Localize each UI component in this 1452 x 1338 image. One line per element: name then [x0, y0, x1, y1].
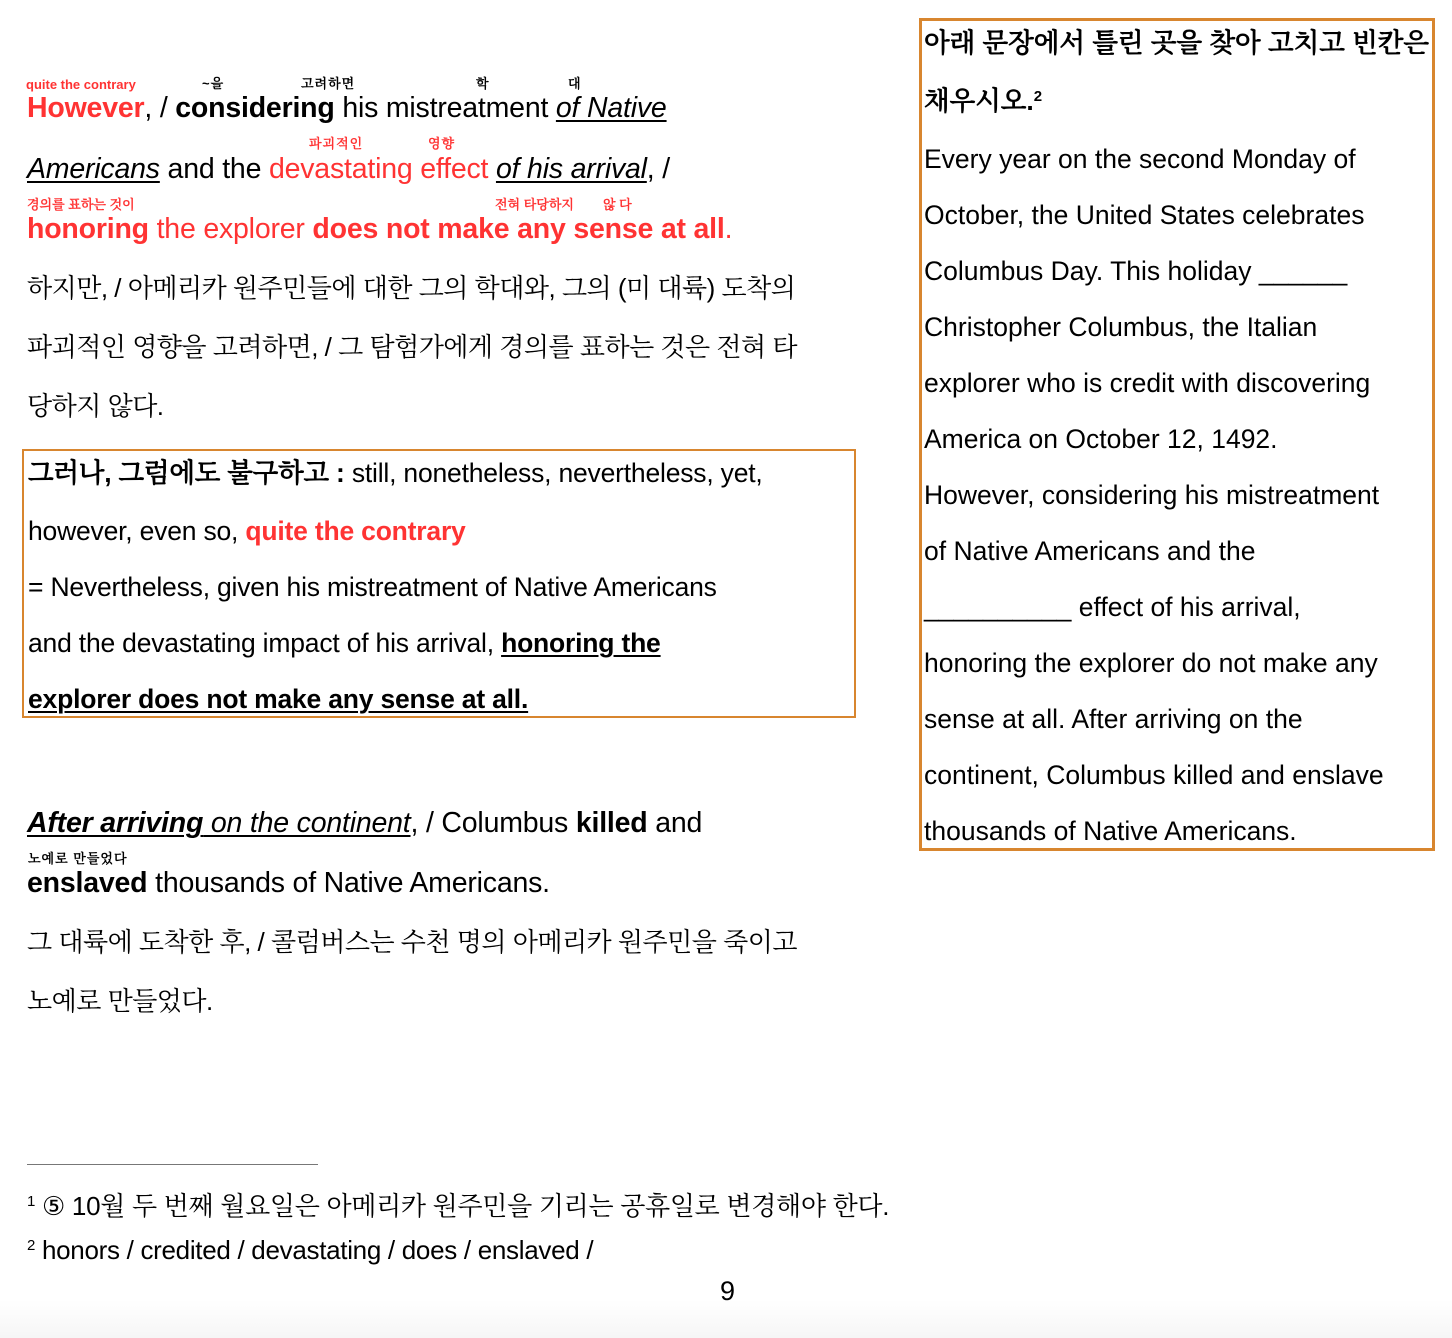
text-the-explorer: the explorer [148, 213, 313, 245]
gloss-pagoejeogin: 파괴적인 [309, 136, 364, 151]
exercise-line: America on October 12, 1492. [924, 424, 1278, 454]
note-synonyms: still, nonetheless, nevertheless, yet, [344, 458, 763, 488]
exercise-title-line-1: 아래 문장에서 틀린 곳을 찾아 고치고 빈칸은 [924, 28, 1429, 58]
footnote-2-number: 2 [27, 1237, 36, 1254]
gloss-hak: 학 [476, 76, 490, 91]
text-and-the: and the [159, 153, 269, 185]
exercise-line: thousands of Native Americans. [924, 816, 1297, 846]
exercise-line-blank-2: __________ effect of his arrival, [924, 592, 1301, 622]
translation-line: 하지만, / 아메리카 원주민들에 대한 그의 학대와, 그의 (미 대륙) 도착의 [27, 273, 796, 303]
gloss-yeonghyang: 영향 [428, 136, 456, 151]
note-line-3: = Nevertheless, given his mistreatment of Native Americans [28, 572, 717, 602]
word-killed: killed [575, 807, 648, 839]
phrase-of-his-arrival: of his arrival [495, 153, 647, 185]
gloss-goryeohamyeon: 고려하면 [301, 76, 356, 91]
synonym-note-box [22, 449, 856, 718]
exercise-line: honoring the explorer do not make any [924, 648, 1378, 678]
translation-line: 당하지 않다. [27, 391, 164, 421]
exercise-line: continent, Columbus killed and enslave [924, 760, 1384, 790]
separator: , / [646, 153, 670, 185]
phrase-on-the-continent: on the continent [203, 807, 411, 839]
note-paraphrase-bold: honoring the [501, 628, 661, 658]
gloss-anh-da: 않 다 [603, 197, 632, 212]
word-honoring: honoring [27, 213, 149, 245]
sentence1-line3 [27, 212, 732, 246]
sentence2-line2 [27, 866, 550, 900]
text-columbus: , / Columbus [410, 807, 576, 839]
exercise-line-blank-1: Columbus Day. This holiday ______ [924, 256, 1348, 286]
sentence1-line2 [27, 152, 670, 186]
phrase-after-arriving: After arriving [27, 807, 204, 839]
phrase-devastating-effect: devastating effect [268, 153, 489, 185]
footnote-2 [27, 1234, 593, 1266]
exercise-line: explorer who is credit with discovering [924, 368, 1371, 398]
text-thousands: thousands of Native Americans. [147, 867, 550, 899]
page-number: 9 [720, 1276, 736, 1306]
word-make: make [429, 213, 518, 245]
footnote-1-text: ⑤ 10월 두 번째 월요일은 아메리카 원주민을 기리는 공휴일로 변경해야 한다. [35, 1191, 890, 1221]
exercise-title-text: 채우시오. [924, 86, 1034, 116]
note-paraphrase: and the devastating impact of his arrival, [28, 628, 502, 658]
phrase-any-sense-at-all: any sense at all [517, 213, 725, 245]
gloss-jeonhyeo-tadanghaji: 전혀 타당하지 [495, 197, 574, 212]
sentence2-line1 [27, 806, 702, 840]
gloss-noyero-mandeureotda: 노예로 만들었다 [28, 851, 128, 866]
note-line-5: explorer does not make any sense at all. [28, 684, 529, 714]
note-line-2 [28, 515, 466, 547]
gloss-gyeongui: 경의를 표하는 것이 [27, 197, 135, 212]
word-however: However [27, 92, 145, 124]
text-and: and [647, 807, 703, 839]
word-enslaved: enslaved [27, 867, 148, 899]
word-considering: considering [175, 92, 335, 124]
footnote-divider [27, 1164, 318, 1165]
exercise-line: of Native Americans and the [924, 536, 1256, 566]
phrase-does-not: does not [312, 213, 430, 245]
gloss-quite-the-contrary: quite the contrary [26, 77, 136, 92]
note-quite-the-contrary: quite the contrary [245, 516, 466, 546]
note-korean-heading: 그러나, 그럼에도 불구하고 : [28, 458, 345, 488]
exercise-line: Christopher Columbus, the Italian [924, 312, 1318, 342]
sentence1-line1 [27, 91, 667, 125]
footnote-2-text: honors / credited / devastating / does / enslaved / [35, 1235, 594, 1265]
footnote-1 [27, 1190, 889, 1222]
translation-line: 노예로 만들었다. [27, 986, 213, 1016]
gloss-eul: ~을 [202, 76, 225, 91]
exercise-line: October, the United States celebrates [924, 200, 1365, 230]
period: . [724, 213, 733, 245]
note-line-1 [28, 457, 763, 489]
translation-line: 그 대륙에 도착한 후, / 콜럼버스는 수천 명의 아메리카 원주민을 죽이고 [27, 927, 797, 957]
exercise-line: Every year on the second Monday of [924, 144, 1356, 174]
phrase-of-native: of Native [555, 92, 667, 124]
separator: , / [144, 92, 176, 124]
space [488, 153, 496, 185]
text-mistreatment: his mistreatment [334, 92, 556, 124]
footnote-ref[interactable]: 2 [1033, 88, 1043, 105]
exercise-title-line-2 [924, 85, 1042, 117]
phrase-americans: Americans [27, 153, 160, 185]
exercise-line: sense at all. After arriving on the [924, 704, 1303, 734]
note-synonyms-cont: however, even so, [28, 516, 246, 546]
exercise-box [919, 18, 1435, 851]
footnote-1-number: 1 [27, 1193, 36, 1210]
note-line-4 [28, 627, 661, 659]
exercise-line: However, considering his mistreatment [924, 480, 1380, 510]
gloss-dae: 대 [568, 76, 582, 91]
translation-line: 파괴적인 영향을 고려하면, / 그 탐험가에게 경의를 표하는 것은 전혀 타 [27, 332, 797, 362]
